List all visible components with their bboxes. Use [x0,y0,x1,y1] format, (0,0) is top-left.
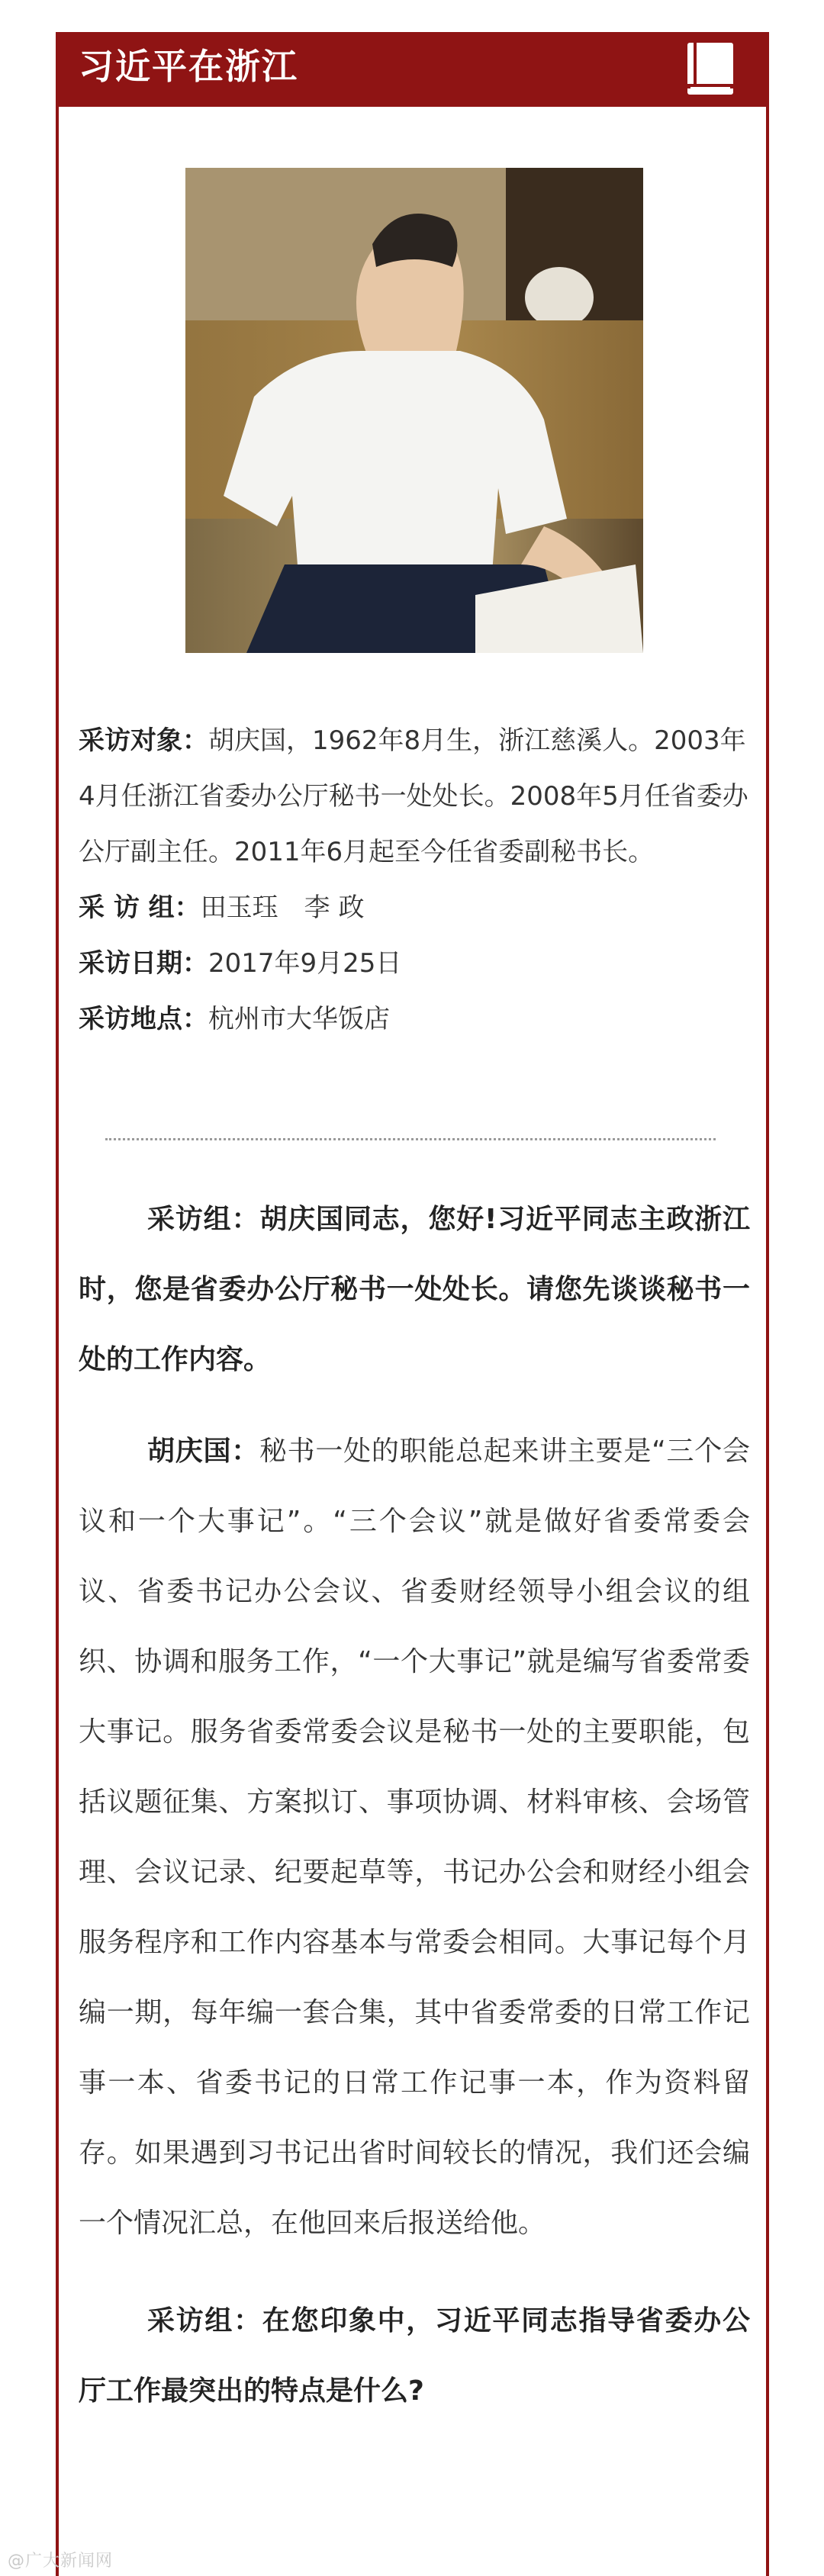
question-1: 采访组：胡庆国同志，您好!习近平同志主政浙江时，您是省委办公厅秘书一处处长。请您先谈谈秘书一处的工作内容。 [79,1204,750,1375]
group-text: 田玉珏 李 政 [200,892,365,923]
place-text: 杭州市大华饭店 [208,1004,390,1034]
place-label: 采访地点： [79,1004,208,1034]
interview-info [79,713,750,1047]
question-2: 采访组：在您印象中，习近平同志指导省委办公厅工作最突出的特点是什么? [79,2305,750,2407]
place-line [79,992,750,1047]
subject-line [79,713,750,880]
answer-1 [79,1417,750,2259]
date-text: 2017年9月25日 [208,948,402,979]
column-title: 习近平在浙江 [79,46,298,87]
group-label: 采 访 组： [79,892,201,923]
subject-text: 胡庆国，1962年8月生，浙江慈溪人。2003年4月任浙江省委办公厅秘书一处处长。2008年5月任省委办公厅副主任。2011年6月起至今任省委副秘书长。 [79,725,748,867]
interview-body [79,1185,750,2448]
book-icon [683,40,739,98]
column-header [56,32,769,107]
interviewee-photo [185,168,643,653]
answer-1-speaker: 胡庆国： [147,1436,259,1467]
subject-label: 采访对象： [79,725,208,756]
date-line [79,936,750,992]
answer-1-text: 秘书一处的职能总起来讲主要是“三个会议和一个大事记”。“三个会议”就是做好省委常委会议、省委书记办公会议、省委财经领导小组会议的组织、协调和服务工作，“一个大事记”就是编写省委常委大事记。服务省委常委会议是秘书一处的主要职能，包括议题征集、方案拟订、事项协调、材料审核、会场管理、会议记录、纪要起草等，书记办公会和财经小组会服务程序和工作内容基本与常委会相同。大事记每个月编一期，每年编一套合集，其中省委常委的日常工作记事一本、省委书记的日常工作记事一本，作为资料留存。如果遇到习书记出省时间较长的情况，我们还会编一个情况汇总，在他回来后报送给他。 [79,1436,750,2239]
group-line [79,880,750,936]
watermark: @广大新闻网 [8,2552,114,2571]
date-label: 采访日期： [79,948,208,979]
dotted-divider [105,1138,716,1140]
